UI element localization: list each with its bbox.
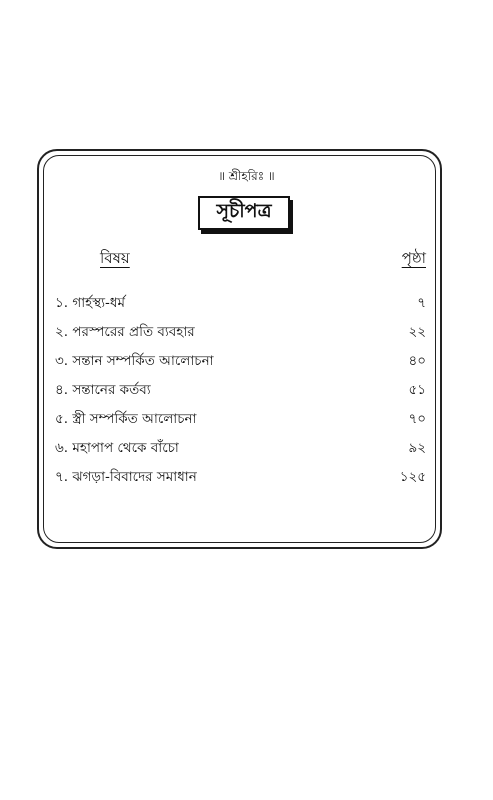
invocation-text: ॥ শ্রীহরিঃ ॥ bbox=[218, 169, 275, 183]
toc-entry-page: ২২ bbox=[408, 324, 426, 340]
toc-row[interactable] bbox=[55, 437, 426, 466]
toc-entry-title: ৩. সন্তান সম্পর্কিত আলোচনা bbox=[55, 353, 214, 369]
toc-entry-page: ৭০ bbox=[408, 411, 426, 427]
toc-entry-page: ১২৫ bbox=[399, 469, 426, 485]
toc-entry-page: ৪০ bbox=[408, 353, 426, 369]
toc-row[interactable] bbox=[55, 350, 426, 379]
page-column-header: পৃষ্ঠা bbox=[401, 249, 426, 267]
toc-row[interactable] bbox=[55, 321, 426, 350]
toc-row[interactable] bbox=[55, 466, 426, 495]
toc-entry-page: ৭ bbox=[417, 295, 426, 311]
toc-row[interactable] bbox=[55, 292, 426, 321]
page-title-box bbox=[198, 196, 290, 230]
toc-entry-title: ৪. সন্তানের কর্তব্য bbox=[55, 382, 151, 398]
toc-entry-page: ৯২ bbox=[408, 440, 426, 456]
toc-entry-title: ৭. ঝগড়া-বিবাদের সমাধান bbox=[55, 469, 197, 485]
toc-row[interactable] bbox=[55, 379, 426, 408]
toc-entry-title: ২. পরস্পরের প্রতি ব্যবহার bbox=[55, 324, 195, 340]
toc-entry-title: ৫. স্ত্রী সম্পর্কিত আলোচনা bbox=[55, 411, 197, 427]
toc-entry-page: ৫১ bbox=[408, 382, 426, 398]
toc-entry-title: ৬. মহাপাপ থেকে বাঁচো bbox=[55, 440, 179, 456]
table-of-contents bbox=[55, 292, 426, 495]
page-title: সূচীপত্র bbox=[216, 200, 272, 222]
subject-column-header: বিষয় bbox=[100, 249, 130, 267]
toc-row[interactable] bbox=[55, 408, 426, 437]
toc-entry-title: ১. গার্হস্থ্য-ধর্ম bbox=[55, 295, 125, 311]
